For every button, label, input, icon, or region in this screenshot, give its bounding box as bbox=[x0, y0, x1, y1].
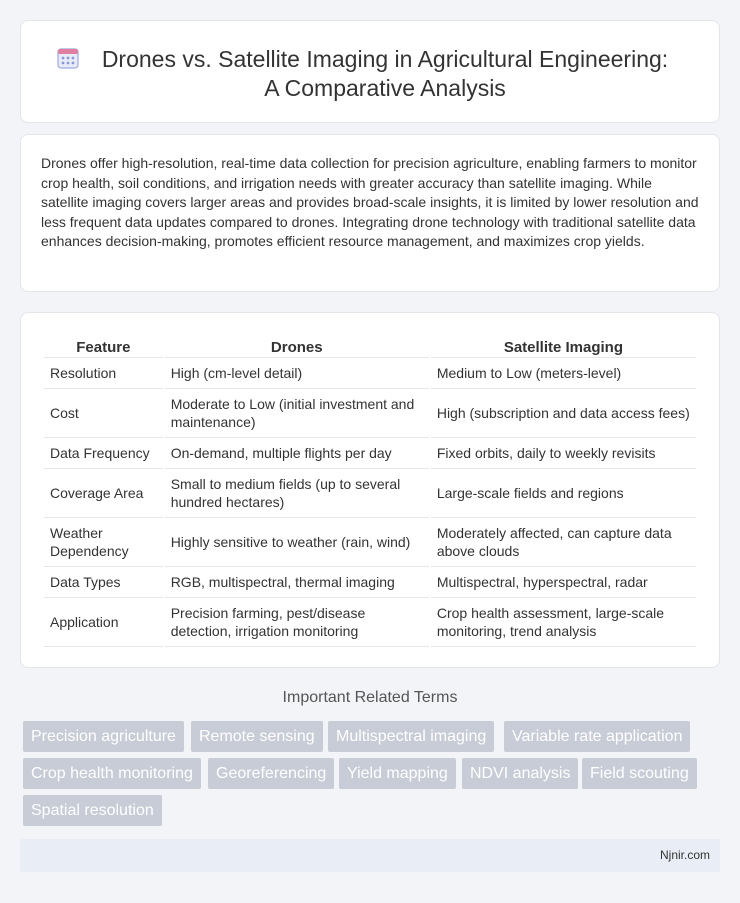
table-cell: RGB, multispectral, thermal imaging bbox=[165, 567, 429, 598]
table-cell: Multispectral, hyperspectral, radar bbox=[431, 567, 696, 598]
table-row bbox=[44, 389, 696, 438]
tag-georeferencing[interactable]: Georeferencing bbox=[208, 758, 334, 789]
table-cell: High (cm-level detail) bbox=[165, 358, 429, 389]
table-row bbox=[44, 438, 696, 469]
table-cell: Moderately affected, can capture data above clouds bbox=[431, 518, 696, 567]
table-row bbox=[44, 469, 696, 518]
footer bbox=[20, 839, 720, 872]
tag-variable-rate-application[interactable]: Variable rate application bbox=[504, 721, 690, 752]
tag-multispectral-imaging[interactable]: Multispectral imaging bbox=[328, 721, 494, 752]
table-cell: Large-scale fields and regions bbox=[431, 469, 696, 518]
table-cell: Fixed orbits, daily to weekly revisits bbox=[431, 438, 696, 469]
table-row bbox=[44, 598, 696, 647]
table-cell: Coverage Area bbox=[44, 469, 163, 518]
tag-yield-mapping[interactable]: Yield mapping bbox=[339, 758, 456, 789]
table-cell: Resolution bbox=[44, 358, 163, 389]
title-line-2: A Comparative Analysis bbox=[264, 75, 506, 101]
footer-site[interactable]: Njnir.com bbox=[659, 848, 710, 862]
page-title bbox=[21, 45, 719, 103]
table-cell: Medium to Low (meters-level) bbox=[431, 358, 696, 389]
table-header-row bbox=[44, 335, 696, 358]
tag-ndvi-analysis[interactable]: NDVI analysis bbox=[462, 758, 578, 789]
comparison-table-card bbox=[20, 312, 720, 668]
header-feature: Feature bbox=[44, 335, 163, 358]
summary-text: Drones offer high-resolution, real-time data collection for precision agriculture, enabling farmers to monitor crop health, soil conditions, and irrigation needs with greater accuracy than satellite imaging. While satellite imaging covers larger areas and provides broad-scale insights, it is limited by lower resolution and less frequent data updates compared to drones. Integrating drone technology with traditional satellite data enhances decision-making, promotes efficient resource management, and maximizes crop yields. bbox=[41, 155, 699, 249]
tag-crop-health-monitoring[interactable]: Crop health monitoring bbox=[23, 758, 201, 789]
tag-remote-sensing[interactable]: Remote sensing bbox=[191, 721, 323, 752]
table-cell: Weather Dependency bbox=[44, 518, 163, 567]
table-cell: Data Types bbox=[44, 567, 163, 598]
tag-field-scouting[interactable]: Field scouting bbox=[582, 758, 697, 789]
tag-precision-agriculture[interactable]: Precision agriculture bbox=[23, 721, 184, 752]
table-cell: Highly sensitive to weather (rain, wind) bbox=[165, 518, 429, 567]
header-drones: Drones bbox=[165, 335, 429, 358]
table-row bbox=[44, 518, 696, 567]
table-cell: Application bbox=[44, 598, 163, 647]
table-cell: High (subscription and data access fees) bbox=[431, 389, 696, 438]
table-cell: Precision farming, pest/disease detection, irrigation monitoring bbox=[165, 598, 429, 647]
header-card bbox=[20, 20, 720, 123]
header-satellite: Satellite Imaging bbox=[431, 335, 696, 358]
summary-card bbox=[20, 134, 720, 292]
table-cell: On-demand, multiple flights per day bbox=[165, 438, 429, 469]
table-cell: Moderate to Low (initial investment and maintenance) bbox=[165, 389, 429, 438]
table-row bbox=[44, 358, 696, 389]
related-terms-title: Important Related Terms bbox=[282, 689, 458, 706]
comparison-table bbox=[42, 335, 698, 647]
table-row bbox=[44, 567, 696, 598]
table-cell: Small to medium fields (up to several hundred hectares) bbox=[165, 469, 429, 518]
table-cell: Crop health assessment, large-scale monitoring, trend analysis bbox=[431, 598, 696, 647]
table-cell: Data Frequency bbox=[44, 438, 163, 469]
tag-spatial-resolution[interactable]: Spatial resolution bbox=[23, 795, 162, 826]
title-line-1: Drones vs. Satellite Imaging in Agricultural Engineering: bbox=[101, 46, 669, 72]
table-cell: Cost bbox=[44, 389, 163, 438]
